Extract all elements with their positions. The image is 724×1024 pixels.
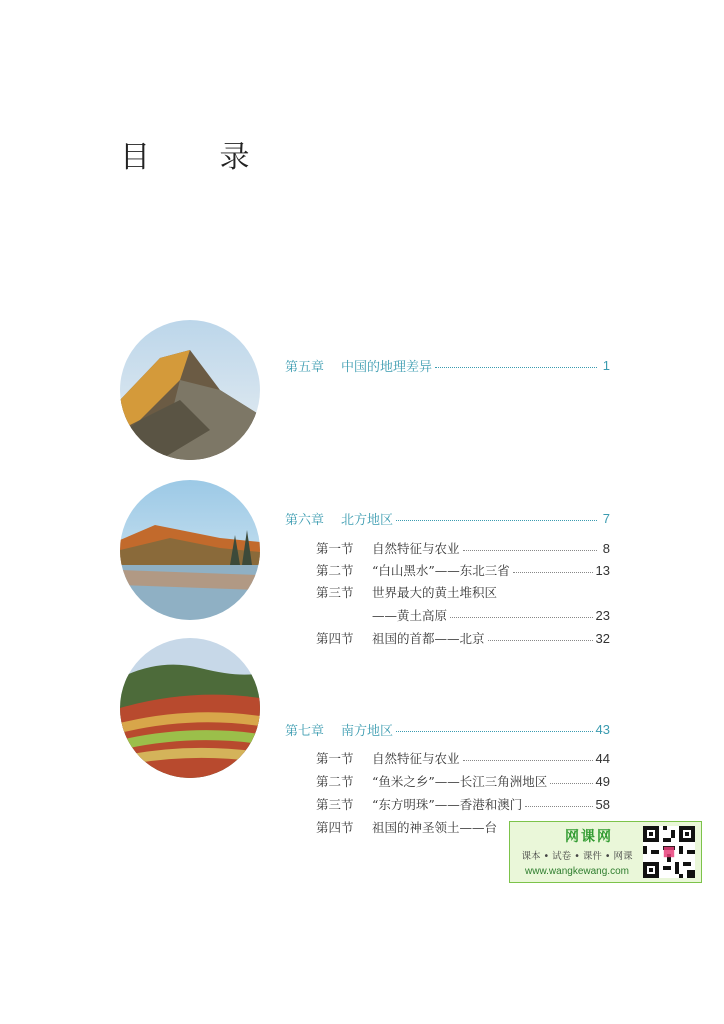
toc-chapter-5[interactable] bbox=[285, 355, 610, 375]
section-number: 第四节 bbox=[316, 820, 354, 835]
page-title: 目 录 bbox=[120, 140, 280, 175]
section-number: 第二节 bbox=[316, 774, 354, 789]
watermark-title: 网课网 bbox=[565, 829, 613, 845]
mountain-ridge-photo bbox=[120, 320, 260, 460]
section-title: 祖国的神圣领土——台 bbox=[372, 820, 498, 835]
leader-dots bbox=[396, 520, 597, 521]
chapter-number: 第六章 bbox=[285, 512, 325, 528]
section-title: ——黄土高原 bbox=[372, 608, 448, 623]
toc-chapter-6[interactable] bbox=[285, 508, 610, 528]
leader-dots bbox=[525, 806, 592, 807]
section-number: 第三节 bbox=[316, 797, 354, 812]
section-number: 第一节 bbox=[316, 751, 354, 766]
page-number: 1 bbox=[602, 357, 610, 373]
chapter-title: 南方地区 bbox=[341, 723, 394, 739]
section-title: “东方明珠”——香港和澳门 bbox=[372, 797, 523, 812]
leader-dots bbox=[396, 731, 593, 732]
leader-dots bbox=[463, 760, 593, 761]
leader-dots bbox=[435, 367, 597, 368]
toc-section[interactable] bbox=[316, 582, 610, 602]
leader-dots bbox=[513, 572, 593, 573]
leader-dots bbox=[463, 550, 597, 551]
leader-dots bbox=[450, 617, 593, 618]
toc-section[interactable] bbox=[316, 748, 610, 768]
leader-dots bbox=[488, 640, 593, 641]
terraced-fields-photo bbox=[120, 638, 260, 778]
section-title: 世界最大的黄土堆积区 bbox=[372, 585, 498, 600]
toc-section[interactable] bbox=[316, 628, 610, 648]
section-title: “白山黑水”——东北三省 bbox=[372, 563, 510, 578]
autumn-lake-photo bbox=[120, 480, 260, 620]
page-number: 32 bbox=[595, 630, 610, 646]
page-number: 43 bbox=[595, 721, 610, 737]
toc-section[interactable] bbox=[316, 560, 610, 580]
watermark-banner[interactable] bbox=[509, 821, 702, 883]
leader-dots bbox=[550, 783, 592, 784]
watermark-url[interactable]: www.wangkewang.com bbox=[525, 866, 629, 877]
section-number: 第三节 bbox=[316, 585, 354, 600]
page-number: 58 bbox=[595, 796, 610, 812]
chapter-title: 北方地区 bbox=[341, 512, 394, 528]
toc-section[interactable] bbox=[316, 538, 610, 558]
chapter-number: 第五章 bbox=[285, 359, 325, 375]
page-number: 49 bbox=[595, 773, 610, 789]
page-number: 7 bbox=[602, 510, 610, 526]
page-number: 13 bbox=[595, 562, 610, 578]
watermark-subtitle: 课本 • 试卷 • 课件 • 网课 bbox=[521, 851, 633, 862]
toc-section[interactable] bbox=[316, 794, 610, 814]
section-title: 自然特征与农业 bbox=[372, 541, 460, 556]
section-title: “鱼米之乡”——长江三角洲地区 bbox=[372, 774, 548, 789]
section-number: 第一节 bbox=[316, 541, 354, 556]
page-number: 8 bbox=[602, 540, 610, 556]
toc-section-continued[interactable] bbox=[316, 605, 610, 625]
toc-section[interactable] bbox=[316, 771, 610, 791]
section-title: 自然特征与农业 bbox=[372, 751, 460, 766]
section-number: 第二节 bbox=[316, 563, 354, 578]
section-number: 第四节 bbox=[316, 631, 354, 646]
toc-chapter-7[interactable] bbox=[285, 719, 610, 739]
page-number: 44 bbox=[595, 750, 610, 766]
section-title: 祖国的首都——北京 bbox=[372, 631, 485, 646]
chapter-title: 中国的地理差异 bbox=[341, 359, 433, 375]
page-number: 23 bbox=[595, 607, 610, 623]
chapter-number: 第七章 bbox=[285, 723, 325, 739]
qr-code-icon bbox=[643, 826, 695, 878]
